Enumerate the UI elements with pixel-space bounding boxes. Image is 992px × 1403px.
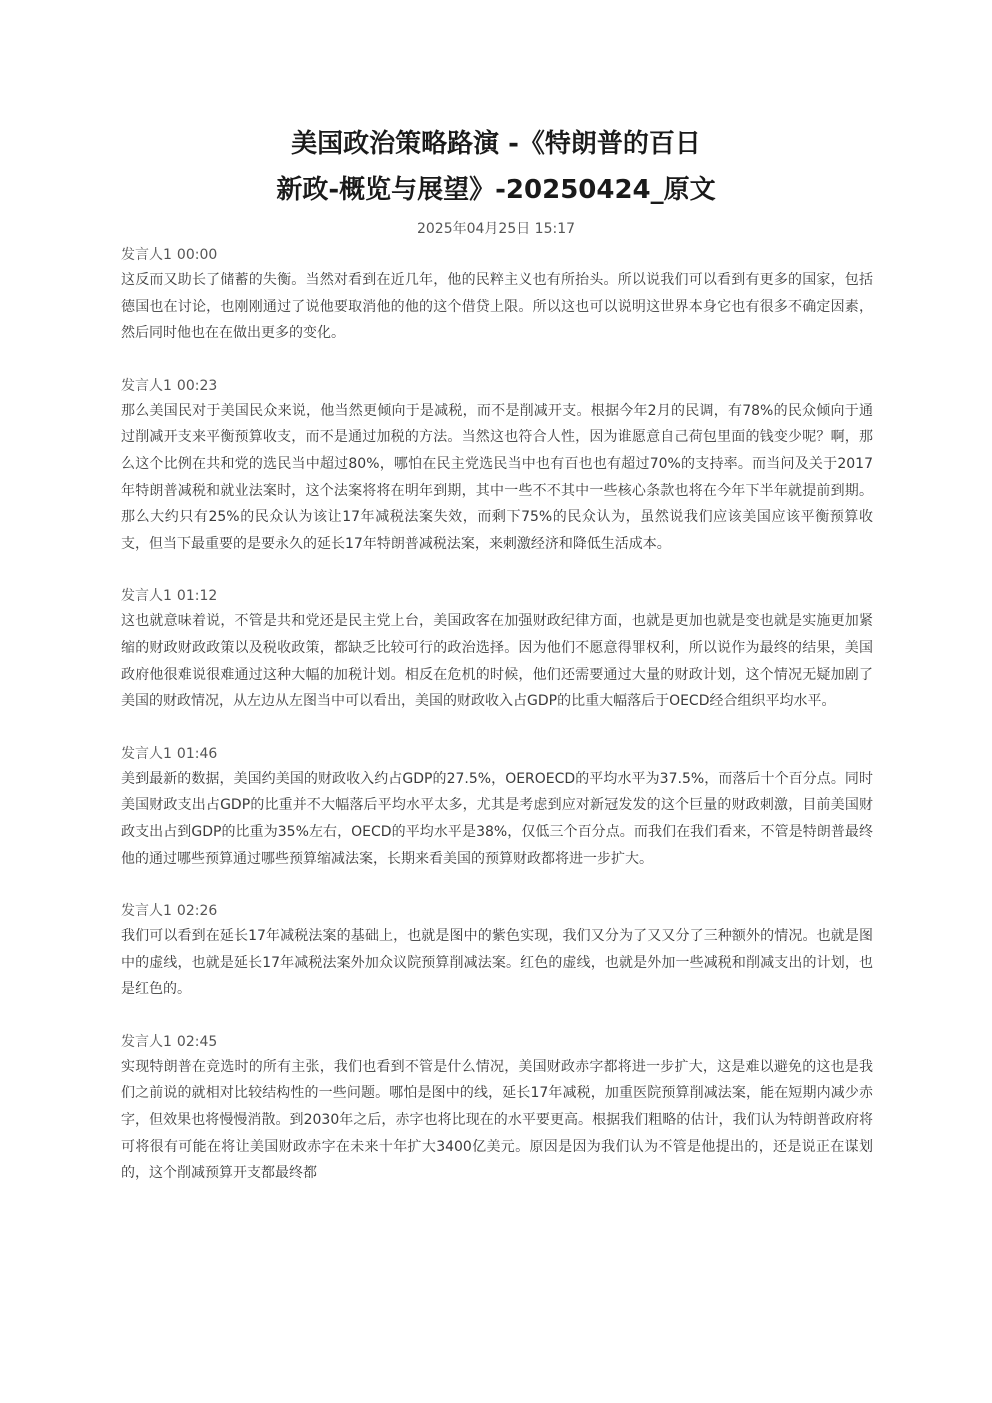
segment-header [121,243,873,267]
speaker-name: 发言人1 [121,247,172,263]
speaker-name: 发言人1 [121,377,172,394]
segment-timestamp: 01:46 [176,745,218,762]
speaker-name: 发言人1 [121,745,172,762]
transcript-segment [121,584,873,714]
transcript-segment [121,1030,873,1187]
segment-header [121,584,873,608]
segment-header [121,1030,873,1054]
segment-timestamp: 02:45 [176,1033,218,1050]
title-line-2: 新政-概览与展望》-20250424_原文 [276,175,716,205]
segment-timestamp: 00:23 [176,377,218,394]
title-line-1: 美国政治策略路演 -《特朗普的百日 [291,129,701,159]
segment-text: 这反而又助长了储蓄的失衡。当然对看到在近几年，他的民粹主义也有所抬头。所以说我们可以看到有更多的国家，包括德国也在讨论，也刚刚通过了说他要取消他的他的这个借贷上限。所以这也可以说明这世界本身它也有很多不确定因素，然后同时他也在在做出更多的变化。 [121,272,873,342]
transcript-segment [121,243,873,347]
segment-text: 美到最新的数据，美国约美国的财政收入约占GDP的27.5%，OEROECD的平均水平为37.5%，而落后十个百分点。同时美国财政支出占GDP的比重并不大幅落后平均水平太多，尤其是考虑到应对新冠发发的这个巨量的财政刺激，目前美国财政支出占到GDP的比重为35%左右，OECD的平均水平是38%，仅低三个百分点。而我们在我们看来，不管是特朗普最终他的通过哪些预算通过哪些预算缩减法案，长期来看美国的预算财政都将进一步扩大。 [121,770,873,867]
speaker-name: 发言人1 [121,1033,172,1050]
speaker-name: 发言人1 [121,588,172,605]
document-datetime: 2025年04月25日 15:17 [416,221,576,237]
segment-text: 我们可以看到在延长17年减税法案的基础上，也就是图中的紫色实现，我们又分为了又又分了三种额外的情况。也就是图中的虚线，也就是延长17年减税法案外加众议院预算削减法案。红色的虚线，也就是外加一些减税和削减支出的计划，也是红色的。 [121,928,873,998]
transcript-segment [121,374,873,558]
segment-header [121,742,873,766]
segment-text: 这也就意味着说，不管是共和党还是民主党上台，美国政客在加强财政纪律方面，也就是更加也就是变也就是实施更加紧缩的财政财政政策以及税收政策，都缺乏比较可行的政治选择。因为他们不愿意得罪权利，所以说作为最终的结果，美国政府他很难说很难通过这种大幅的加税计划。相反在危机的时候，他们还需要通过大量的财政计划，这个情况无疑加剧了美国的财政情况，从左边从左图当中可以看出，美国的财政收入占GDP的比重大幅落后于OECD经合组织平均水平。 [121,613,873,710]
segment-text: 那么美国民对于美国民众来说，他当然更倾向于是减税，而不是削减开支。根据今年2月的民调，有78%的民众倾向于通过削减开支来平衡预算收支，而不是通过加税的方法。当然这也符合人性，因为谁愿意自己荷包里面的钱变少呢？啊，那么这个比例在共和党的选民当中超过80%，哪怕在民主党选民当中也有百也也有超过70%的支持率。而当问及关于2017年特朗普减税和就业法案时，这个法案将将在明年到期，其中一些不不其中一些核心条款也将在今年下半年就提前到期。那么大约只有25%的民众认为该让17年减税法案失效，而剩下75%的民众认为，虽然说我们应该美国应该平衡预算收支，但当下最重要的是要永久的延长17年特朗普减税法案，来刺激经济和降低生活成本。 [121,402,873,552]
segment-text: 实现特朗普在竞选时的所有主张，我们也看到不管是什么情况，美国财政赤字都将进一步扩大，这是难以避免的这也是我们之前说的就相对比较结构性的一些问题。哪怕是图中的线，延长17年减税，加重医院预算削减法案，能在短期内减少赤字，但效果也将慢慢消散。到2030年之后，赤字也将比现在的水平要更高。根据我们粗略的估计，我们认为特朗普政府将可将很有可能在将让美国财政赤字在未来十年扩大3400亿美元。原因是因为我们认为不管是他提出的，还是说正在谋划的，这个削减预算开支都最终都 [121,1058,873,1182]
segment-header [121,374,873,398]
document-title [150,121,842,213]
segment-timestamp: 01:12 [176,588,218,605]
segment-timestamp: 00:00 [176,247,218,263]
segment-timestamp: 02:26 [176,903,218,920]
transcript-body [121,243,873,1214]
transcript-segment [121,742,873,872]
segment-header [121,899,873,923]
transcript-segment [121,899,873,1003]
speaker-name: 发言人1 [121,903,172,920]
